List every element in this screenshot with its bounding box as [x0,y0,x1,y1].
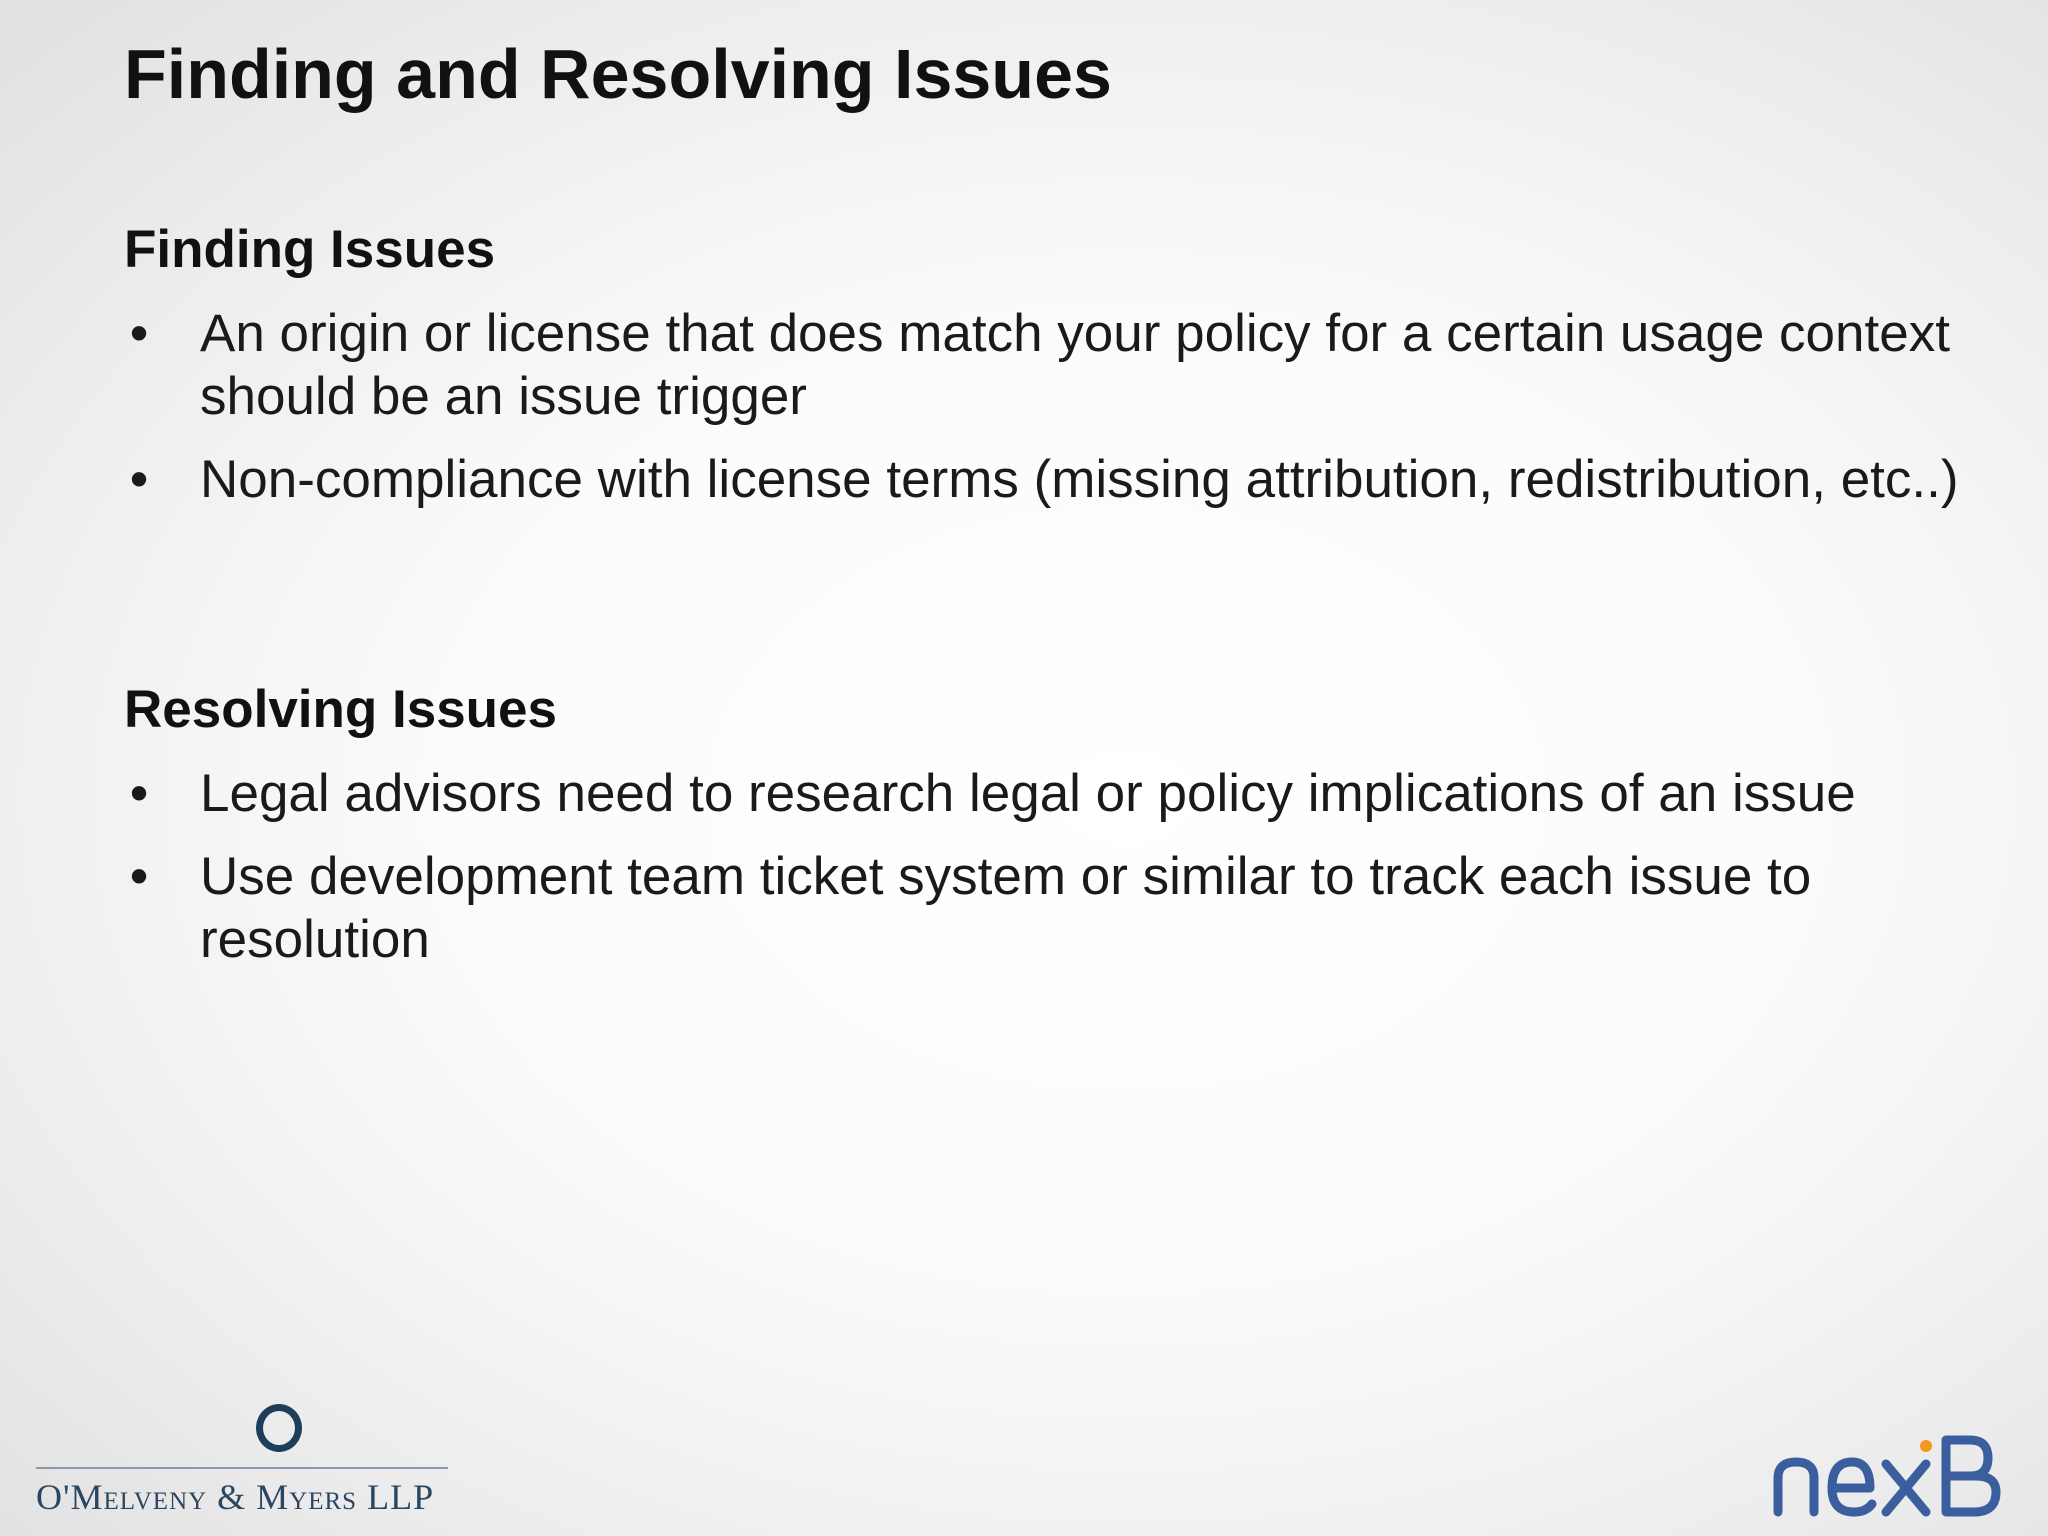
resolving-issues-list [124,762,1984,971]
finding-issues-section [124,218,1984,511]
bullet-dot-icon: • [129,450,149,509]
finding-issues-heading: Finding Issues [124,220,496,279]
bullet-item [124,845,1984,971]
nexb-logo [1770,1432,2010,1518]
omelveny-wordmark: O'Melveny & Myers LLP [36,1477,435,1517]
resolving-issues-section [124,678,1984,971]
omelveny-rule [36,1467,448,1469]
omelveny-ring-icon [256,1404,302,1452]
bullet-text: Legal advisors need to research legal or policy implications of an issue [200,764,1856,823]
bullet-text: Non-compliance with license terms (missing attribution, redistribution, etc..) [200,450,1959,509]
nexb-accent-dot [1920,1440,1932,1452]
resolving-issues-heading: Resolving Issues [124,680,558,739]
nexb-letter-n [1778,1462,1814,1512]
nexb-letter-b [1946,1440,1996,1512]
bullet-item [124,302,1984,428]
bullet-dot-icon: • [129,304,149,363]
bullet-item [124,448,1984,511]
bullet-dot-icon: • [129,764,149,823]
finding-issues-list [124,302,1984,511]
nexb-letter-e [1832,1462,1872,1512]
omelveny-myers-logo [36,1398,456,1516]
bullet-text: Use development team ticket system or similar to track each issue to resolution [200,847,1812,969]
nexb-letter-x [1886,1464,1926,1512]
slide-title: Finding and Resolving Issues [124,35,1112,113]
bullet-item [124,762,1984,825]
bullet-text: An origin or license that does match your policy for a certain usage context should be an issue trigger [200,304,1950,426]
bullet-dot-icon: • [129,847,149,906]
